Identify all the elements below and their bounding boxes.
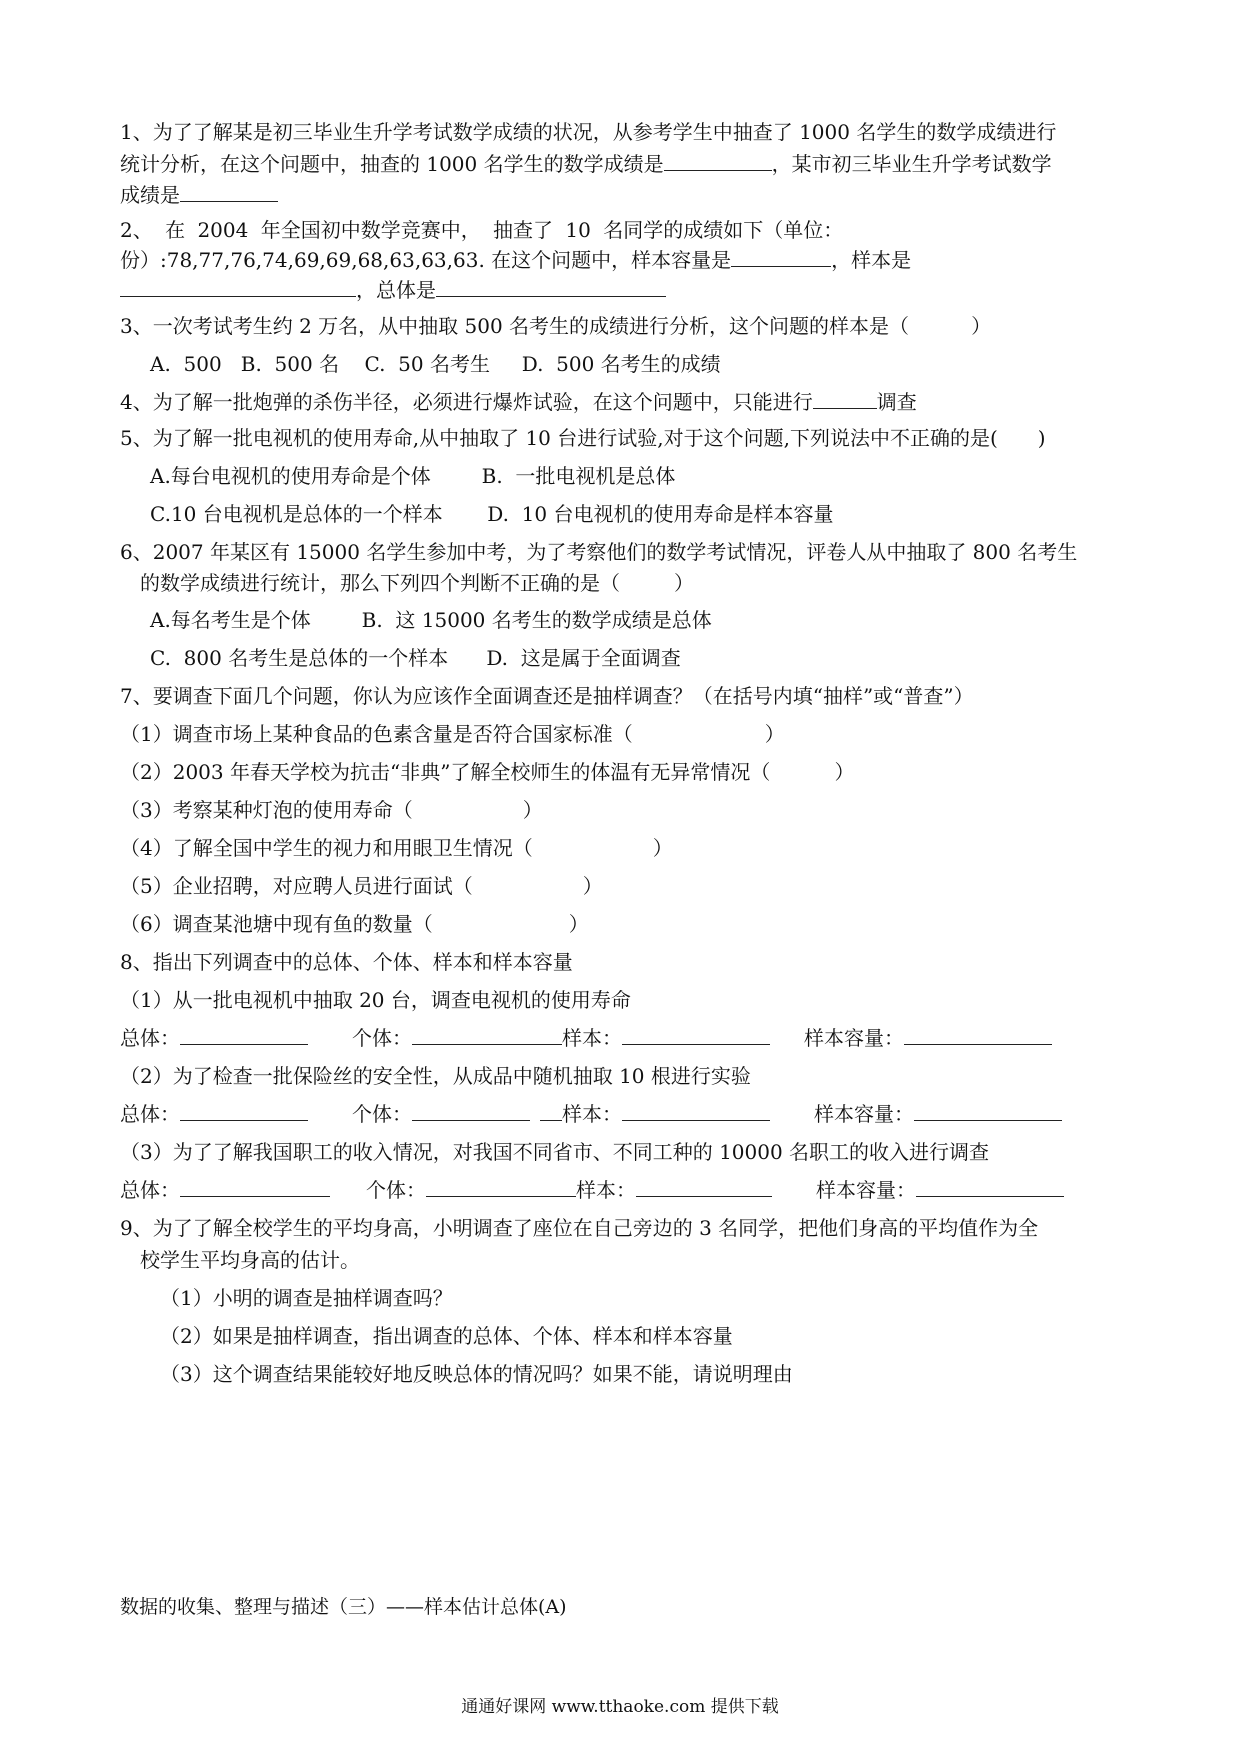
q8-r2-size-label: 样本容量： <box>814 1102 914 1126</box>
q7-item-6-close: ） <box>568 912 589 936</box>
q8-answer-row-2 <box>120 1102 1062 1126</box>
q3-stem-text: 3、一次考试考生约 2 万名，从中抽取 500 名考生的成绩进行分析，这个问题的样本是（ <box>120 314 910 338</box>
q8-sub-2: （2）为了检查一批保险丝的安全性，从成品中随机抽取 10 根进行实验 <box>120 1064 751 1088</box>
q7-item-5-close: ） <box>582 874 603 898</box>
q8-r3-sample-blank[interactable] <box>636 1178 772 1197</box>
q7-item-4-text: （4）了解全国中学生的视力和用眼卫生情况（ <box>120 836 533 860</box>
q7-item-2-close: ） <box>834 760 855 784</box>
q4-line <box>120 390 917 414</box>
q1-line1: 1、为了了解某是初三毕业生升学考试数学成绩的状况，从参考学生中抽查了 1000 名学生的数学成绩进行 <box>120 120 1057 144</box>
q8-r2-total-label: 总体： <box>120 1102 180 1126</box>
q7-item-1-close: ） <box>764 722 785 746</box>
q7-item-6-text: （6）调查某池塘中现有鱼的数量（ <box>120 912 433 936</box>
q2-line3-text: ，总体是 <box>356 278 436 302</box>
q4-text-a: 4、为了解一批炮弹的杀伤半径，必须进行爆炸试验，在这个问题中，只能进行 <box>120 390 813 414</box>
q8-r2-size-blank[interactable] <box>914 1102 1062 1121</box>
q2-blank-total[interactable] <box>436 278 666 297</box>
q7-item-3-text: （3）考察某种灯泡的使用寿命（ <box>120 798 413 822</box>
q8-r3-total-label: 总体： <box>120 1178 180 1202</box>
q1-line3 <box>120 183 278 207</box>
q8-r3-size-blank[interactable] <box>916 1178 1064 1197</box>
q8-r1-size-label: 样本容量： <box>804 1026 904 1050</box>
section-title: 数据的收集、整理与描述（三）——样本估计总体(A) <box>120 1596 567 1618</box>
q2-line2-text-b: ，样本是 <box>831 248 912 272</box>
q1-line2-text-b: ，某市初三毕业生升学考试数学 <box>771 152 1052 176</box>
footer-credit: 通通好课网 www.tthaoke.com 提供下载 <box>461 1697 779 1717</box>
q8-r3-size-label: 样本容量： <box>816 1178 916 1202</box>
q8-r1-sample-blank[interactable] <box>622 1026 770 1045</box>
q7-stem: 7、要调查下面几个问题，你认为应该作全面调查还是抽样调查？（在括号内填“抽样”或“普查”） <box>120 684 974 708</box>
q6-line1: 6、2007 年某区有 15000 名学生参加中考，为了考察他们的数学考试情况，评卷人从中抽取了 800 名考生 <box>120 540 1078 564</box>
q6-line2 <box>140 571 694 595</box>
q2-blank-sample[interactable] <box>120 278 356 297</box>
q8-r1-total-blank[interactable] <box>180 1026 308 1045</box>
q6-line2-text: 的数学成绩进行统计，那么下列四个判断不正确的是（ <box>140 571 620 595</box>
q8-answer-row-3 <box>120 1178 1064 1202</box>
q2-blank-size[interactable] <box>731 248 831 267</box>
q9-sub-3: （3）这个调查结果能较好地反映总体的情况吗？如果不能，请说明理由 <box>160 1362 793 1386</box>
q2-line2-text-a: 份）:78,77,76,74,69,69,68,63,63,63. 在这个问题中，样本容量是 <box>120 248 732 272</box>
q1-line2 <box>120 152 1052 176</box>
q8-r1-size-blank[interactable] <box>904 1026 1052 1045</box>
q7-item-6 <box>120 912 589 936</box>
q6-options-ab: A.每名考生是个体 B. 这 15000 名考生的数学成绩是总体 <box>150 608 712 632</box>
q7-item-5 <box>120 874 603 898</box>
q7-item-1-text: （1）调查市场上某种食品的色素含量是否符合国家标准（ <box>120 722 633 746</box>
q1-line3-text: 成绩是 <box>120 183 180 207</box>
q8-r1-indiv-label: 个体： <box>352 1026 412 1050</box>
q9-sub-1: （1）小明的调查是抽样调查吗？ <box>160 1286 453 1310</box>
q9-sub-2: （2）如果是抽样调查，指出调查的总体、个体、样本和样本容量 <box>160 1324 733 1348</box>
q8-r1-indiv-blank[interactable] <box>412 1026 562 1045</box>
q8-sub-3: （3）为了了解我国职工的收入情况，对我国不同省市、不同工种的 10000 名职工的收入进行调查 <box>120 1140 990 1164</box>
q1-blank-2[interactable] <box>180 183 278 202</box>
q8-r2-sample-label: 样本： <box>562 1102 622 1126</box>
q8-r3-indiv-label: 个体： <box>366 1178 426 1202</box>
q8-r2-indiv-label: 个体： <box>352 1102 412 1126</box>
q8-r2-total-blank[interactable] <box>180 1102 308 1121</box>
q3-options: A. 500 B. 500 名 C. 50 名考生 D. 500 名考生的成绩 <box>150 352 721 376</box>
q6-line2-close: ） <box>674 571 694 595</box>
q2-line1: 2、 在 2004 年全国初中数学竞赛中， 抽查了 10 名同学的成绩如下（单位： <box>120 218 844 242</box>
q8-r2-sample-blank[interactable] <box>622 1102 770 1121</box>
q5-stem-text: 5、为了解一批电视机的使用寿命,从中抽取了 10 台进行试验,对于这个问题,下列说法中不正确的是( <box>120 426 998 450</box>
q9-line2: 校学生平均身高的估计。 <box>140 1248 360 1272</box>
q5-stem-close: ) <box>1037 426 1046 450</box>
q7-item-5-text: （5）企业招聘，对应聘人员进行面试（ <box>120 874 473 898</box>
q1-blank-1[interactable] <box>664 152 772 171</box>
q7-item-3 <box>120 798 543 822</box>
q8-r1-total-label: 总体： <box>120 1026 180 1050</box>
q8-r2-indiv-blank[interactable] <box>412 1102 530 1121</box>
q5-stem <box>120 426 1046 450</box>
q7-item-2-text: （2）2003 年春天学校为抗击“非典”了解全校师生的体温有无异常情况（ <box>120 760 771 784</box>
q7-item-4 <box>120 836 673 860</box>
q1-line2-text-a: 统计分析，在这个问题中，抽查的 1000 名学生的数学成绩是 <box>120 152 664 176</box>
q9-line1: 9、为了了解全校学生的平均身高，小明调查了座位在自己旁边的 3 名同学，把他们身高的平均值作为全 <box>120 1216 1039 1240</box>
q8-sub-1: （1）从一批电视机中抽取 20 台，调查电视机的使用寿命 <box>120 988 631 1012</box>
q7-item-1 <box>120 722 785 746</box>
q5-options-ab: A.每台电视机的使用寿命是个体 B. 一批电视机是总体 <box>150 464 676 488</box>
q3-stem-close: ） <box>971 314 992 338</box>
q8-r3-indiv-blank[interactable] <box>426 1178 576 1197</box>
q7-item-4-close: ） <box>652 836 673 860</box>
q2-line3 <box>120 278 666 302</box>
q3-stem <box>120 314 991 338</box>
q6-options-cd: C. 800 名考生是总体的一个样本 D. 这是属于全面调查 <box>150 646 681 670</box>
q8-r2-gap-blank <box>540 1102 562 1121</box>
q8-r3-sample-label: 样本： <box>576 1178 636 1202</box>
q5-options-cd: C.10 台电视机是总体的一个样本 D. 10 台电视机的使用寿命是样本容量 <box>150 502 834 526</box>
q2-line2 <box>120 248 911 272</box>
q8-r3-total-blank[interactable] <box>180 1178 330 1197</box>
q7-item-3-close: ） <box>522 798 543 822</box>
q4-blank[interactable] <box>813 390 877 409</box>
q4-text-b: 调查 <box>876 390 917 414</box>
q8-stem: 8、指出下列调查中的总体、个体、样本和样本容量 <box>120 950 573 974</box>
q8-r1-sample-label: 样本： <box>562 1026 622 1050</box>
q7-item-2 <box>120 760 854 784</box>
q8-answer-row-1 <box>120 1026 1052 1050</box>
